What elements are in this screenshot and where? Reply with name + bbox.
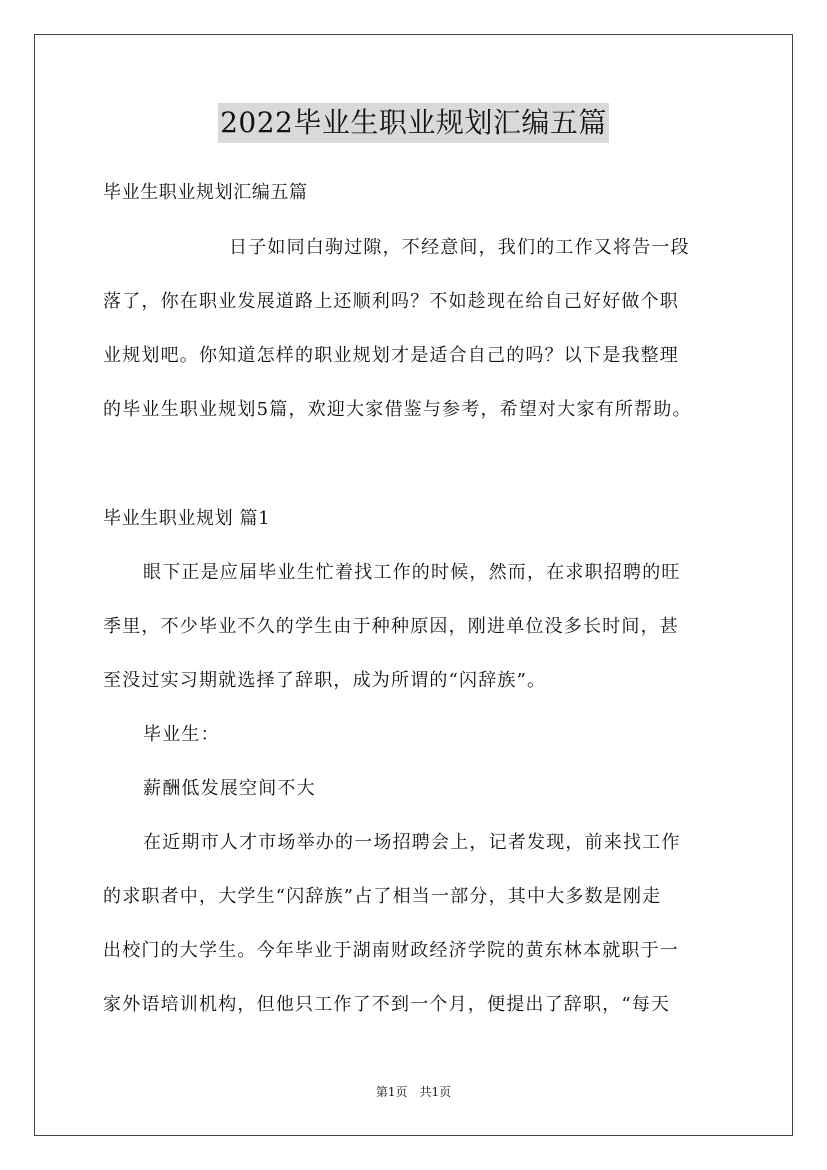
section-line-3: 至没过实习期就选择了辞职，成为所谓的“闪辞族”。 [103,670,547,691]
section-line-2: 季里，不少毕业不久的学生由于种种原因，刚进单位没多长时间，甚 [103,616,679,637]
section-subheading-salary: 薪酬低发展空间不大 [143,778,316,799]
section-subheading-graduate: 毕业生： [143,724,220,745]
intro-line-3: 业规划吧。你知道怎样的职业规划才是适合自己的吗？以下是我整理 [103,345,679,366]
document-title: 2022毕业生职业规划汇编五篇 [218,103,609,143]
section-line-8: 出校门的大学生。今年毕业于湖南财政经济学院的黄东林本就职于一 [103,940,679,961]
section-line-9: 家外语培训机构，但他只工作了不到一个月，便提出了辞职，“每天 [103,994,671,1015]
section-line-7: 的求职者中，大学生“闪辞族”占了相当一部分，其中大多数是刚走 [103,886,662,907]
page-number-footer: 第1页 共1页 [375,1085,452,1099]
section-heading: 毕业生职业规划 篇1 [103,508,271,529]
intro-line-4: 的毕业生职业规划5篇，欢迎大家借鉴与参考，希望对大家有所帮助。 [103,399,692,420]
section-line-6: 在近期市人才市场举办的一场招聘会上，记者发现，前来找工作 [143,832,681,853]
intro-line-1: 日子如同白驹过隙，不经意间，我们的工作又将告一段 [229,237,690,258]
intro-line-2: 落了，你在职业发展道路上还顺利吗？不如趁现在给自己好好做个职 [103,291,679,312]
document-subtitle: 毕业生职业规划汇编五篇 [103,182,308,203]
document-title-container [0,103,827,143]
section-line-1: 眼下正是应届毕业生忙着找工作的时候，然而，在求职招聘的旺 [143,562,681,583]
